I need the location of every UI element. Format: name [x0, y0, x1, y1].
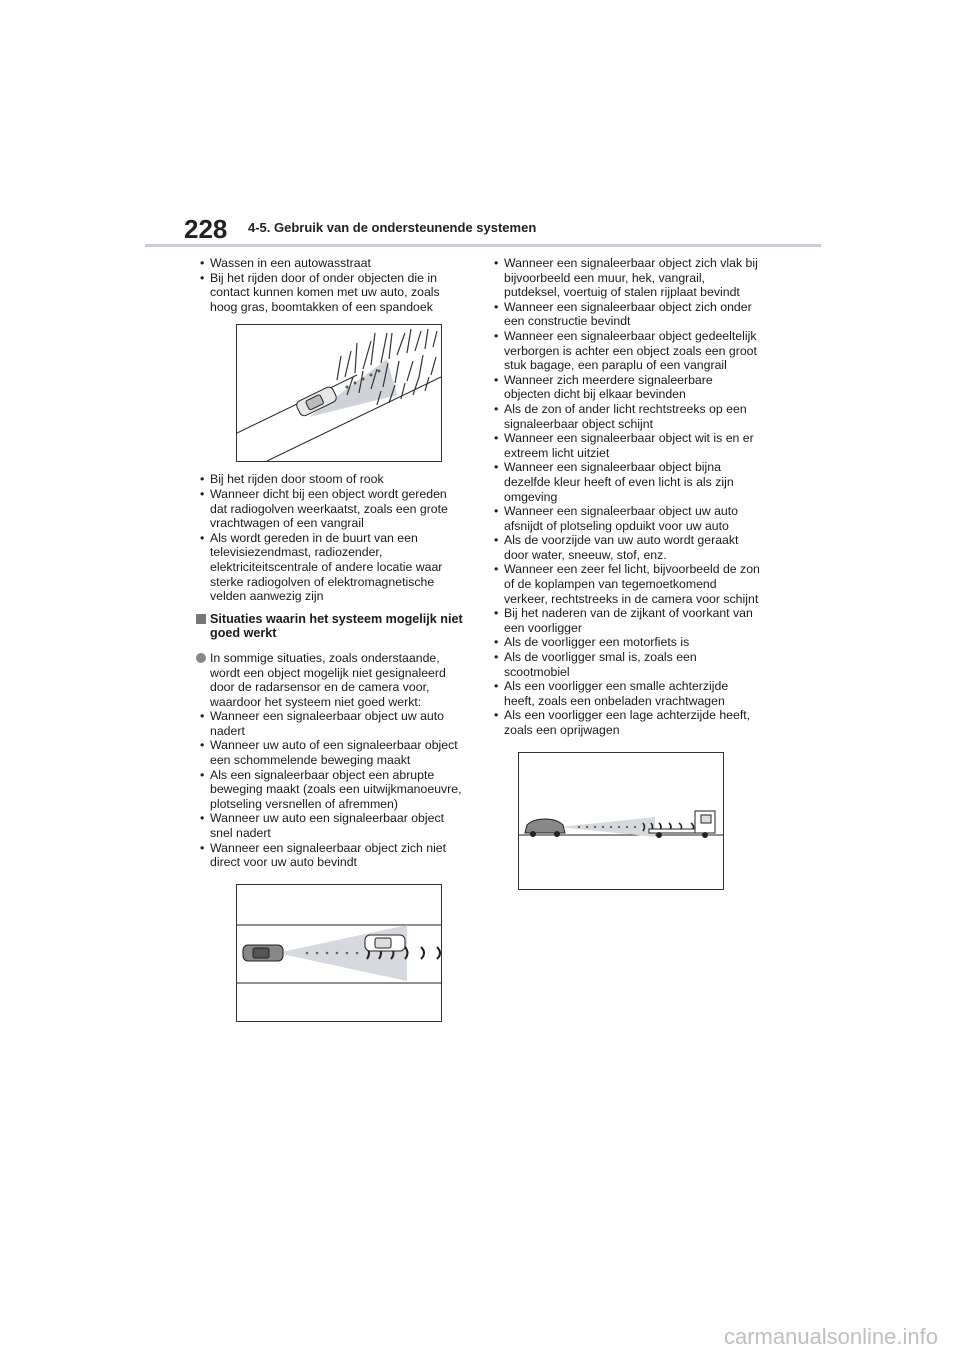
list-item: • Bij het rijden door stoom of rook — [196, 472, 466, 487]
left-column — [196, 256, 466, 1022]
list-item: • Wanneer een zeer fel licht, bijvoorbeeld de zon of de koplampen van tegemoetkomend verkeer, rechtstreeks in de camera voor schijnt — [490, 562, 760, 606]
car-icon — [525, 819, 565, 837]
list-item: • Als een voorligger een smalle achterzijde heeft, zoals een onbeladen vrachtwagen — [490, 679, 760, 708]
section-heading: Situaties waarin het systeem mogelijk niet goed werkt — [196, 612, 466, 641]
figure-offset-vehicle — [236, 884, 442, 1022]
figure-tall-grass — [236, 324, 442, 462]
list-item: • Wanneer uw auto of een signaleerbaar object een schommelende beweging maakt — [196, 738, 466, 767]
list-item: • Wassen in een autowasstraat — [196, 256, 466, 271]
truck-icon — [649, 811, 715, 838]
list-item: • Als de voorligger een motorfiets is — [490, 635, 760, 650]
header-divider — [145, 244, 821, 247]
right-column — [490, 256, 760, 890]
chapter-title: 4-5. Gebruik van de ondersteunende systemen — [248, 220, 537, 235]
car-icon — [365, 935, 405, 951]
list-item: • Wanneer een signaleerbaar object bijna dezelfde kleur heeft of even licht is als zijn omgeving — [490, 460, 760, 504]
lead-paragraph: In sommige situaties, zoals onderstaande, wordt een object mogelijk niet gesignaleerd door de radarsensor en de camera voor, waardoor het systeem niet goed werkt: — [196, 651, 466, 709]
bullet-list-middle — [196, 472, 466, 603]
list-item: • Wanneer uw auto een signaleerbaar object snel nadert — [196, 811, 466, 840]
list-item: • Wanneer een signaleerbaar object zich vlak bij bijvoorbeeld een muur, hek, vangrail, putdeksel, voertuig of stalen rijplaat bevindt — [490, 256, 760, 300]
page-number: 228 — [184, 214, 228, 244]
bullet-list-right — [490, 256, 760, 738]
figure-car-carrier — [518, 752, 724, 890]
list-item: • Als een signaleerbaar object een abrupte beweging maakt (zoals een uitwijkmanoeuvre, plotseling versnellen of afremmen) — [196, 768, 466, 812]
list-item: • Bij het naderen van de zijkant of voorkant van een voorligger — [490, 606, 760, 635]
list-item: • Bij het rijden door of onder objecten die in contact kunnen komen met uw auto, zoals hoog gras, boomtakken of een spandoek — [196, 271, 466, 315]
list-item: • Wanneer zich meerdere signaleerbare objecten dicht bij elkaar bevinden — [490, 373, 760, 402]
list-item: • Als de voorzijde van uw auto wordt geraakt door water, sneeuw, stof, enz. — [490, 533, 760, 562]
offset-vehicle-illustration — [237, 885, 441, 1021]
list-item: • Als wordt gereden in de buurt van een televisiezendmast, radiozender, elektriciteitscentrale of andere locatie waar sterke radiogolven of elektromagnetische velden aanwezig zijn — [196, 531, 466, 604]
list-item: • Wanneer dicht bij een object wordt gereden dat radiogolven weerkaatst, zoals een grote vrachtwagen of een vangrail — [196, 487, 466, 531]
list-item: • Wanneer een signaleerbaar object gedeeltelijk verborgen is achter een object zoals een groot stuk bagage, een paraplu of een vangrail — [490, 329, 760, 373]
watermark-text: carmanualsonline.info — [723, 1324, 938, 1349]
list-item: • Als de zon of ander licht rechtstreeks op een signaleerbaar object schijnt — [490, 402, 760, 431]
square-bullet-icon — [196, 614, 206, 624]
tall-grass-illustration — [237, 325, 441, 461]
list-item: • Als een voorligger een lage achterzijde heeft, zoals een oprijwagen — [490, 708, 760, 737]
list-item: • Als de voorligger smal is, zoals een scootmobiel — [490, 650, 760, 679]
list-item: • Wanneer een signaleerbaar object zich niet direct voor uw auto bevindt — [196, 841, 466, 870]
circle-bullet-icon — [196, 653, 206, 663]
bullet-list-top — [196, 256, 466, 314]
bullet-list-bottom — [196, 709, 466, 870]
list-item: • Wanneer een signaleerbaar object zich onder een constructie bevindt — [490, 300, 760, 329]
list-item: • Wanneer een signaleerbaar object uw auto nadert — [196, 709, 466, 738]
list-item: • Wanneer een signaleerbaar object uw auto afsnijdt of plotseling opduikt voor uw auto — [490, 504, 760, 533]
car-carrier-illustration — [519, 753, 723, 889]
list-item: • Wanneer een signaleerbaar object wit is en er extreem licht uitziet — [490, 431, 760, 460]
car-icon — [243, 945, 283, 961]
